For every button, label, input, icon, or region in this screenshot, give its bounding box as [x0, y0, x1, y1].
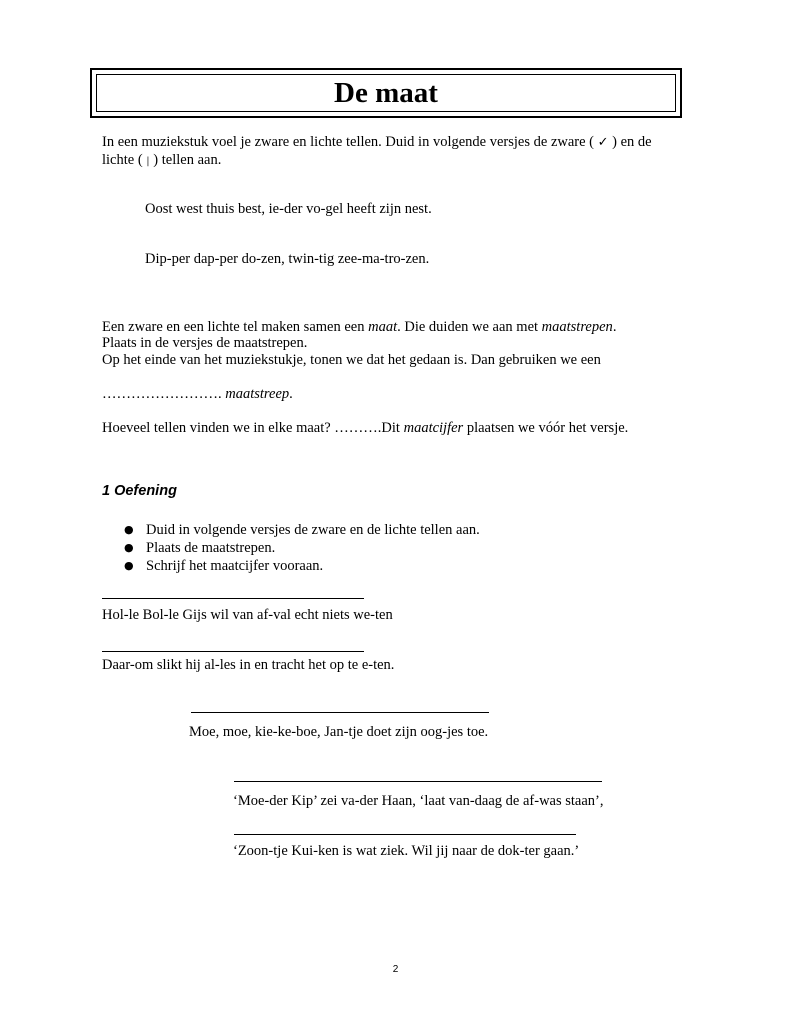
page-title: De maat [334, 76, 438, 109]
intro-text-1b: ) en de [612, 134, 652, 150]
term-maatcijfer: maatcijfer [403, 420, 464, 436]
bullet-icon: ● [124, 523, 134, 536]
answer-line[interactable] [102, 598, 364, 599]
explanation-text: . Die duiden we aan met [397, 319, 542, 335]
exercise-verse-4: ‘Moe-der Kip’ zei va-der Haan, ‘laat van-daag de af-was staan’, [233, 793, 604, 809]
explanation-line-5 [102, 419, 628, 437]
term-maatstrepen: maatstrepen [541, 319, 613, 335]
exercise-heading: 1 Oefening [102, 483, 177, 499]
answer-line[interactable] [234, 781, 602, 782]
light-beat-icon: | [146, 156, 150, 167]
intro-text-1a: In een muziekstuk voel je zware en lichte tellen. Duid in volgende versjes de zware ( [102, 134, 595, 150]
intro-text-2b: ) tellen aan. [153, 152, 222, 168]
list-item [120, 521, 480, 539]
explanation-text: . [612, 319, 617, 335]
fill-in-blank: ……………………. [102, 386, 226, 402]
instruction-text: Plaats de maatstrepen. [146, 540, 276, 556]
explanation-text: Hoeveel tellen vinden we in elke maat? ……….Dit [102, 420, 404, 436]
explanation-text: . [289, 386, 293, 402]
instruction-text: Duid in volgende versjes de zware en de lichte tellen aan. [146, 522, 480, 538]
exercise-verse-2: Daar-om slikt hij al-les in en tracht het op te e-ten. [102, 657, 395, 673]
instruction-text: Schrijf het maatcijfer vooraan. [146, 558, 324, 574]
exercise-verse-1: Hol-le Bol-le Gijs wil van af-val echt niets we-ten [102, 607, 393, 623]
answer-line[interactable] [191, 712, 489, 713]
list-item [120, 539, 480, 557]
explanation-line-3: Op het einde van het muziekstukje, tonen we dat het gedaan is. Dan gebruiken we een [102, 352, 601, 368]
term-maatstreep: maatstreep [225, 386, 290, 402]
exercise-verse-5: ‘Zoon-tje Kui-ken is wat ziek. Wil jij naar de dok-ter gaan.’ [233, 843, 580, 859]
bullet-icon: ● [124, 541, 134, 554]
explanation-text: plaatsen we vóór het versje. [463, 420, 629, 436]
title-box [90, 68, 682, 118]
answer-line[interactable] [102, 651, 364, 652]
checkmark-icon: ✓ [597, 135, 609, 150]
explanation-text: Een zware en een lichte tel maken samen een [102, 319, 369, 335]
instruction-list [120, 521, 480, 575]
intro-line-2 [102, 151, 221, 171]
intro-verse-2: Dip-per dap-per do-zen, twin-tig zee-ma-tro-zen. [145, 251, 430, 267]
title-box-inner [96, 74, 676, 112]
page-number: 2 [392, 964, 399, 975]
term-maat: maat [368, 319, 398, 335]
intro-text-2a: lichte ( [102, 152, 143, 168]
explanation-line-4 [102, 385, 293, 403]
list-item [120, 557, 480, 575]
intro-line-1 [102, 133, 652, 152]
exercise-verse-3: Moe, moe, kie-ke-boe, Jan-tje doet zijn oog-jes toe. [189, 724, 489, 740]
intro-verse-1: Oost west thuis best, ie-der vo-gel heeft zijn nest. [145, 201, 432, 217]
explanation-line-2: Plaats in de versjes de maatstrepen. [102, 335, 308, 351]
answer-line[interactable] [234, 834, 576, 835]
bullet-icon: ● [124, 559, 134, 572]
